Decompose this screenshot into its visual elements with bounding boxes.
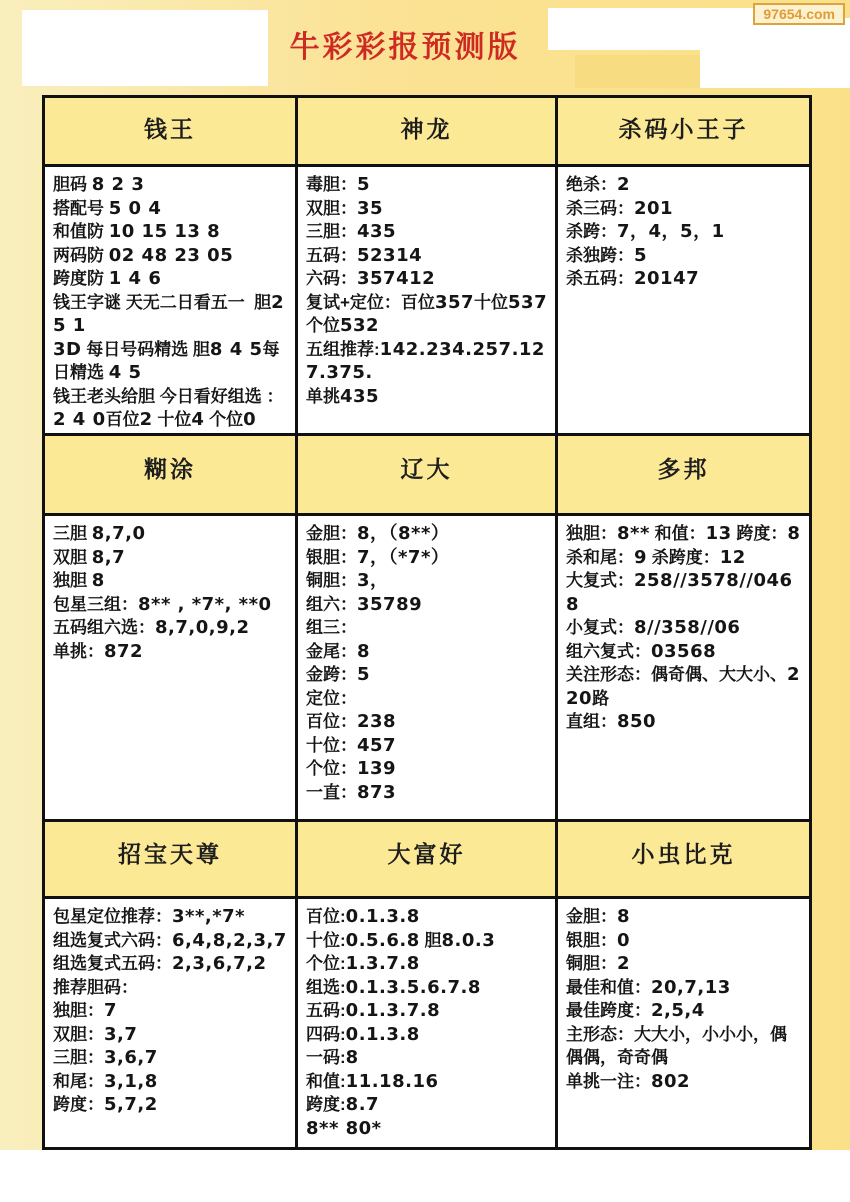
prediction-label: 组六： <box>306 594 357 614</box>
cell-title: 杀码小王子 <box>558 98 809 167</box>
prediction-line <box>306 291 549 338</box>
cell-title: 糊涂 <box>45 436 295 516</box>
prediction-line <box>306 952 549 976</box>
prediction-value: 35789 <box>357 593 423 615</box>
prediction-label: 一码: <box>306 1048 346 1067</box>
prediction-line <box>306 1023 549 1047</box>
prediction-value: 8 <box>787 523 801 544</box>
prediction-label: 小复式： <box>566 618 634 637</box>
prediction-label: 组选: <box>306 977 346 997</box>
prediction-label: 三胆： <box>306 222 357 241</box>
prediction-value: 9 <box>634 546 648 568</box>
prediction-label: 五码: <box>306 1001 346 1020</box>
prediction-value: 4 <box>191 409 205 430</box>
prediction-line <box>53 929 289 953</box>
prediction-label: 组六复式： <box>566 641 651 661</box>
watermark-badge: 97654.com <box>753 3 845 25</box>
prediction-label: 每日号码精选 胆 <box>81 339 210 359</box>
prediction-label: 单挑 <box>306 386 340 406</box>
prediction-label: 钱王字谜 天无二日看五一 胆 <box>53 292 272 312</box>
prediction-value: 13 <box>705 523 732 544</box>
prediction-table <box>42 95 812 1150</box>
prediction-line <box>566 905 803 929</box>
cell-body <box>558 167 809 291</box>
prediction-label: 百位 <box>105 410 140 429</box>
prediction-label: 毒胆： <box>306 175 357 194</box>
prediction-label: 复试+定位：百位 <box>306 292 435 312</box>
prediction-value: 8 <box>357 640 371 662</box>
prediction-line <box>566 1070 803 1094</box>
prediction-line <box>53 197 289 221</box>
prediction-label: 跨度： <box>53 1095 104 1114</box>
prediction-line <box>566 1023 803 1070</box>
prediction-label: 每日精选 <box>53 339 280 382</box>
cell-title: 招宝天尊 <box>45 822 295 899</box>
prediction-label: 绝杀： <box>566 175 617 194</box>
prediction-label: 五码组六选： <box>53 618 155 637</box>
prediction-value: 2 5 1 <box>53 291 291 336</box>
prediction-label: 个位: <box>306 954 346 973</box>
prediction-label: 最佳和值： <box>566 977 651 997</box>
prediction-value: 457 <box>357 734 397 756</box>
prediction-value: 0.1.3.5.6.7.8 <box>345 976 481 998</box>
cell-body <box>298 899 555 1140</box>
prediction-value: 1 4 6 <box>108 268 162 289</box>
prediction-value: 10 15 13 8 <box>108 221 221 242</box>
prediction-label: 胆 <box>419 930 442 950</box>
prediction-label: 独胆： <box>53 1001 104 1020</box>
prediction-line <box>306 710 549 734</box>
prediction-label: 双胆 <box>53 547 92 567</box>
prediction-value: 5 <box>357 664 371 685</box>
prediction-label: 包星三组： <box>53 594 138 614</box>
prediction-line <box>53 546 289 570</box>
prediction-label: 百位: <box>306 907 346 926</box>
prediction-value: 3,1,8 <box>104 1070 158 1092</box>
prediction-line <box>306 640 549 664</box>
prediction-cell-1 <box>45 98 298 436</box>
prediction-label: 六码： <box>306 269 357 288</box>
prediction-label: 五组推荐: <box>306 339 380 359</box>
prediction-line <box>566 976 803 1000</box>
prediction-line <box>306 267 549 291</box>
prediction-line <box>566 663 803 710</box>
prediction-line <box>306 546 549 570</box>
prediction-value: 8，（8**） <box>357 523 450 544</box>
prediction-value: 8** 80* <box>306 1117 382 1139</box>
prediction-value: 02 48 23 05 <box>108 244 234 266</box>
prediction-line <box>53 1070 289 1094</box>
prediction-label: 两码防 <box>53 245 109 265</box>
prediction-line <box>306 220 549 244</box>
prediction-line <box>306 781 549 805</box>
prediction-value: 357412 <box>357 268 436 289</box>
cell-body <box>298 167 555 408</box>
cell-body <box>45 167 295 432</box>
prediction-line <box>53 593 289 617</box>
prediction-cell-6 <box>558 436 809 822</box>
prediction-value: 35 <box>357 197 384 219</box>
prediction-label: 一直： <box>306 782 357 802</box>
prediction-label: 组三： <box>306 618 357 637</box>
prediction-label: 组选复式五码： <box>53 954 172 973</box>
prediction-label: 四码: <box>306 1024 346 1044</box>
prediction-label: 双胆： <box>306 198 357 218</box>
prediction-value: 2 <box>617 953 631 974</box>
prediction-cell-2 <box>298 98 558 436</box>
prediction-line <box>53 267 289 291</box>
prediction-line <box>566 220 803 244</box>
prediction-value: 1.3.7.8 <box>345 953 420 974</box>
prediction-value: 20,7,13 <box>651 976 731 998</box>
prediction-label: 杀独跨： <box>566 245 634 265</box>
prediction-value: 8.0.3 <box>441 929 496 951</box>
cell-title: 辽大 <box>298 436 555 516</box>
prediction-cell-3 <box>558 98 809 436</box>
prediction-line <box>306 173 549 197</box>
prediction-value: 5 0 4 <box>108 197 162 219</box>
prediction-value: 872 <box>104 640 144 662</box>
prediction-value: 0.5.6.8 <box>345 929 420 951</box>
redacted-block-left <box>22 10 268 86</box>
prediction-label: 路 <box>592 688 610 708</box>
prediction-line <box>53 1046 289 1070</box>
prediction-value: 20147 <box>634 268 700 289</box>
prediction-line <box>566 999 803 1023</box>
prediction-value: 4 5 <box>108 362 142 383</box>
prediction-value: 2,5,4 <box>651 1000 705 1021</box>
prediction-line <box>53 616 289 640</box>
prediction-label: 定位： <box>306 688 357 708</box>
prediction-label: 三胆 <box>53 524 92 543</box>
prediction-line <box>306 1046 549 1070</box>
prediction-label: 百位： <box>306 712 357 731</box>
prediction-label: 五码： <box>306 245 357 265</box>
prediction-line <box>53 952 289 976</box>
prediction-line <box>566 522 806 569</box>
prediction-value: 2 <box>617 174 631 195</box>
prediction-label: 金尾： <box>306 641 357 661</box>
prediction-label: 搭配号 <box>53 198 109 218</box>
prediction-line <box>306 593 549 617</box>
prediction-value: 5,7,2 <box>104 1094 158 1115</box>
prediction-value: 5 <box>357 174 371 195</box>
prediction-value: 537 <box>508 291 548 313</box>
prediction-line <box>306 1070 549 1094</box>
prediction-label: 包星定位推荐： <box>53 907 172 926</box>
prediction-label: 杀三码： <box>566 198 634 218</box>
prediction-line <box>306 687 549 711</box>
prediction-value: 220 <box>566 664 801 709</box>
prediction-label: 个位 <box>204 410 244 429</box>
prediction-line <box>566 173 803 197</box>
prediction-line <box>306 757 549 781</box>
prediction-value: 2 <box>139 409 153 430</box>
cell-body <box>45 899 295 1117</box>
cell-title: 小虫比克 <box>558 822 809 899</box>
prediction-line <box>53 1023 289 1047</box>
prediction-value: 8 <box>617 906 631 927</box>
prediction-value: 873 <box>357 781 397 803</box>
prediction-label: 胆码 <box>53 175 92 194</box>
prediction-label: 金跨： <box>306 665 357 684</box>
prediction-line <box>306 569 549 593</box>
prediction-label: 个位 <box>306 316 340 335</box>
prediction-line <box>306 999 549 1023</box>
prediction-label: 十位: <box>306 930 346 950</box>
prediction-value: 52314 <box>357 244 423 266</box>
prediction-value: 0.1.3.7.8 <box>345 1000 441 1021</box>
prediction-value: 5 <box>634 244 648 266</box>
prediction-label: 跨度: <box>306 1095 346 1114</box>
prediction-line <box>566 569 803 616</box>
prediction-label: 金胆： <box>306 524 357 543</box>
prediction-value: 8 <box>345 1047 359 1068</box>
prediction-value: 8,7,0 <box>91 523 146 544</box>
prediction-value: 8,7,0,9,2 <box>155 617 250 638</box>
prediction-line <box>306 663 549 687</box>
prediction-value: 12 <box>719 546 746 568</box>
prediction-value: 0.1.3.8 <box>345 1023 420 1045</box>
prediction-label: 金胆： <box>566 907 617 926</box>
prediction-label: 三胆： <box>53 1048 104 1067</box>
prediction-label: 杀五码： <box>566 269 634 288</box>
cell-body <box>558 516 809 734</box>
prediction-line <box>306 616 549 640</box>
prediction-value: 8 4 5 <box>209 338 263 360</box>
prediction-value: 0 <box>243 409 257 430</box>
prediction-line <box>53 220 289 244</box>
prediction-label: 组选复式六码： <box>53 930 172 950</box>
prediction-label: 独胆 <box>53 571 92 590</box>
prediction-value: 8 2 3 <box>91 174 145 195</box>
prediction-label: 主形态：大大小，小小小，偶偶偶，奇奇偶 <box>566 1024 787 1067</box>
prediction-label: 银胆： <box>306 547 357 567</box>
cell-title: 大富好 <box>298 822 555 899</box>
prediction-label: 和值: <box>306 1071 346 1091</box>
prediction-value: 7，4，5，1 <box>617 221 725 242</box>
prediction-line <box>53 976 289 1000</box>
prediction-value: 201 <box>634 197 674 219</box>
prediction-label: 十位 <box>152 410 192 429</box>
prediction-label: 单挑： <box>53 641 104 661</box>
prediction-label: 杀跨： <box>566 222 617 241</box>
prediction-label: 和值防 <box>53 222 109 241</box>
prediction-value: 8,7 <box>91 546 126 568</box>
prediction-label: 双胆： <box>53 1024 104 1044</box>
prediction-value: 435 <box>357 221 397 242</box>
prediction-value: 8** <box>617 523 650 544</box>
prediction-line <box>306 197 549 221</box>
prediction-label: 跨度防 <box>53 269 109 288</box>
cell-body <box>298 516 555 804</box>
prediction-line <box>53 338 289 385</box>
prediction-label: 最佳跨度： <box>566 1001 651 1020</box>
prediction-cell-9 <box>558 822 809 1147</box>
prediction-line <box>306 734 549 758</box>
prediction-line <box>306 522 549 546</box>
prediction-value: 11.18.16 <box>345 1070 439 1092</box>
prediction-value: 2 4 0 <box>53 409 106 430</box>
prediction-value: 238 <box>357 711 397 732</box>
prediction-value: 802 <box>651 1070 691 1092</box>
prediction-value: 8 <box>91 570 105 591</box>
prediction-cell-4 <box>45 436 298 822</box>
prediction-line <box>53 905 289 929</box>
prediction-label: 钱王老头给胆 今日看好组选 ： <box>53 386 284 406</box>
prediction-value: 435 <box>340 385 380 407</box>
prediction-value: 0 <box>617 929 631 951</box>
prediction-value: 3,6,7 <box>104 1047 158 1068</box>
prediction-line <box>53 999 289 1023</box>
prediction-line <box>53 291 289 338</box>
prediction-line <box>566 616 803 640</box>
prediction-value: 3**,*7* <box>172 906 246 927</box>
prediction-cell-5 <box>298 436 558 822</box>
prediction-line <box>306 1093 549 1117</box>
prediction-label: 关注形态：偶奇偶、大大小、 <box>566 665 787 684</box>
prediction-line <box>566 929 803 953</box>
prediction-label: 个位： <box>306 759 357 778</box>
prediction-label: 跨度： <box>731 524 788 543</box>
yellow-patch <box>575 55 700 88</box>
prediction-value: 03568 <box>651 640 717 662</box>
prediction-label: 和尾： <box>53 1071 104 1091</box>
prediction-line <box>566 267 803 291</box>
prediction-line <box>566 640 803 664</box>
page-title: 牛彩彩报预测版 <box>289 31 521 64</box>
prediction-line <box>306 905 549 929</box>
prediction-cell-7 <box>45 822 298 1147</box>
cell-title: 钱王 <box>45 98 295 167</box>
sheet-header <box>0 0 850 95</box>
prediction-value: 8.7 <box>345 1094 380 1115</box>
prediction-value: 357 <box>434 291 475 313</box>
prediction-line <box>566 197 803 221</box>
prediction-value: 142.234.257.127.375. <box>306 338 545 383</box>
prediction-line <box>53 385 289 432</box>
prediction-line <box>53 1093 289 1117</box>
prediction-value: 8** , *7*, **0 <box>138 593 272 615</box>
redacted-block-right <box>700 18 850 88</box>
prediction-label: 银胆： <box>566 930 617 950</box>
prediction-line <box>306 338 549 385</box>
prediction-value: 532 <box>340 315 380 336</box>
prediction-value: 258//3578//0468 <box>566 570 793 615</box>
prediction-value: 7 <box>104 1000 118 1021</box>
prediction-value: 6,4,8,2,3,7 <box>172 929 287 951</box>
prediction-value: 3， <box>357 570 389 591</box>
prediction-line <box>306 244 549 268</box>
prediction-label: 独胆： <box>566 524 617 543</box>
prediction-line <box>53 522 289 546</box>
prediction-value: 139 <box>357 758 397 779</box>
prediction-line <box>53 173 289 197</box>
prediction-label: 杀跨度： <box>647 547 720 567</box>
prediction-value: 3,7 <box>104 1023 138 1045</box>
prediction-label: 杀和尾： <box>566 524 806 567</box>
prediction-line <box>566 710 803 734</box>
cell-title: 多邦 <box>558 436 809 516</box>
prediction-label: 铜胆： <box>566 954 617 973</box>
prediction-line <box>53 569 289 593</box>
prediction-label: 直组： <box>566 712 617 731</box>
prediction-label: 和值： <box>649 524 706 543</box>
prediction-value: 3D <box>53 338 82 360</box>
prediction-line <box>53 640 289 664</box>
prediction-line <box>53 244 289 268</box>
prediction-value: 0.1.3.8 <box>345 906 420 927</box>
prediction-line <box>306 929 549 953</box>
prediction-label: 单挑一注： <box>566 1071 651 1091</box>
prediction-line <box>306 385 549 409</box>
prediction-line <box>566 952 803 976</box>
prediction-label: 十位： <box>306 735 357 755</box>
prediction-line <box>566 244 803 268</box>
prediction-line <box>306 1117 549 1141</box>
prediction-line <box>306 976 549 1000</box>
prediction-label: 推荐胆码： <box>53 977 138 997</box>
prediction-label: 铜胆： <box>306 571 357 590</box>
prediction-cell-8 <box>298 822 558 1147</box>
prediction-value: 7，（*7*） <box>357 546 450 568</box>
prediction-label: 大复式： <box>566 571 634 590</box>
prediction-value: 850 <box>617 711 657 732</box>
prediction-value: 8//358//06 <box>634 617 741 638</box>
prediction-label: 十位 <box>474 292 509 312</box>
prediction-value: 2,3,6,7,2 <box>172 953 267 974</box>
cell-body <box>45 516 295 663</box>
cell-title: 神龙 <box>298 98 555 167</box>
cell-body <box>558 899 809 1093</box>
